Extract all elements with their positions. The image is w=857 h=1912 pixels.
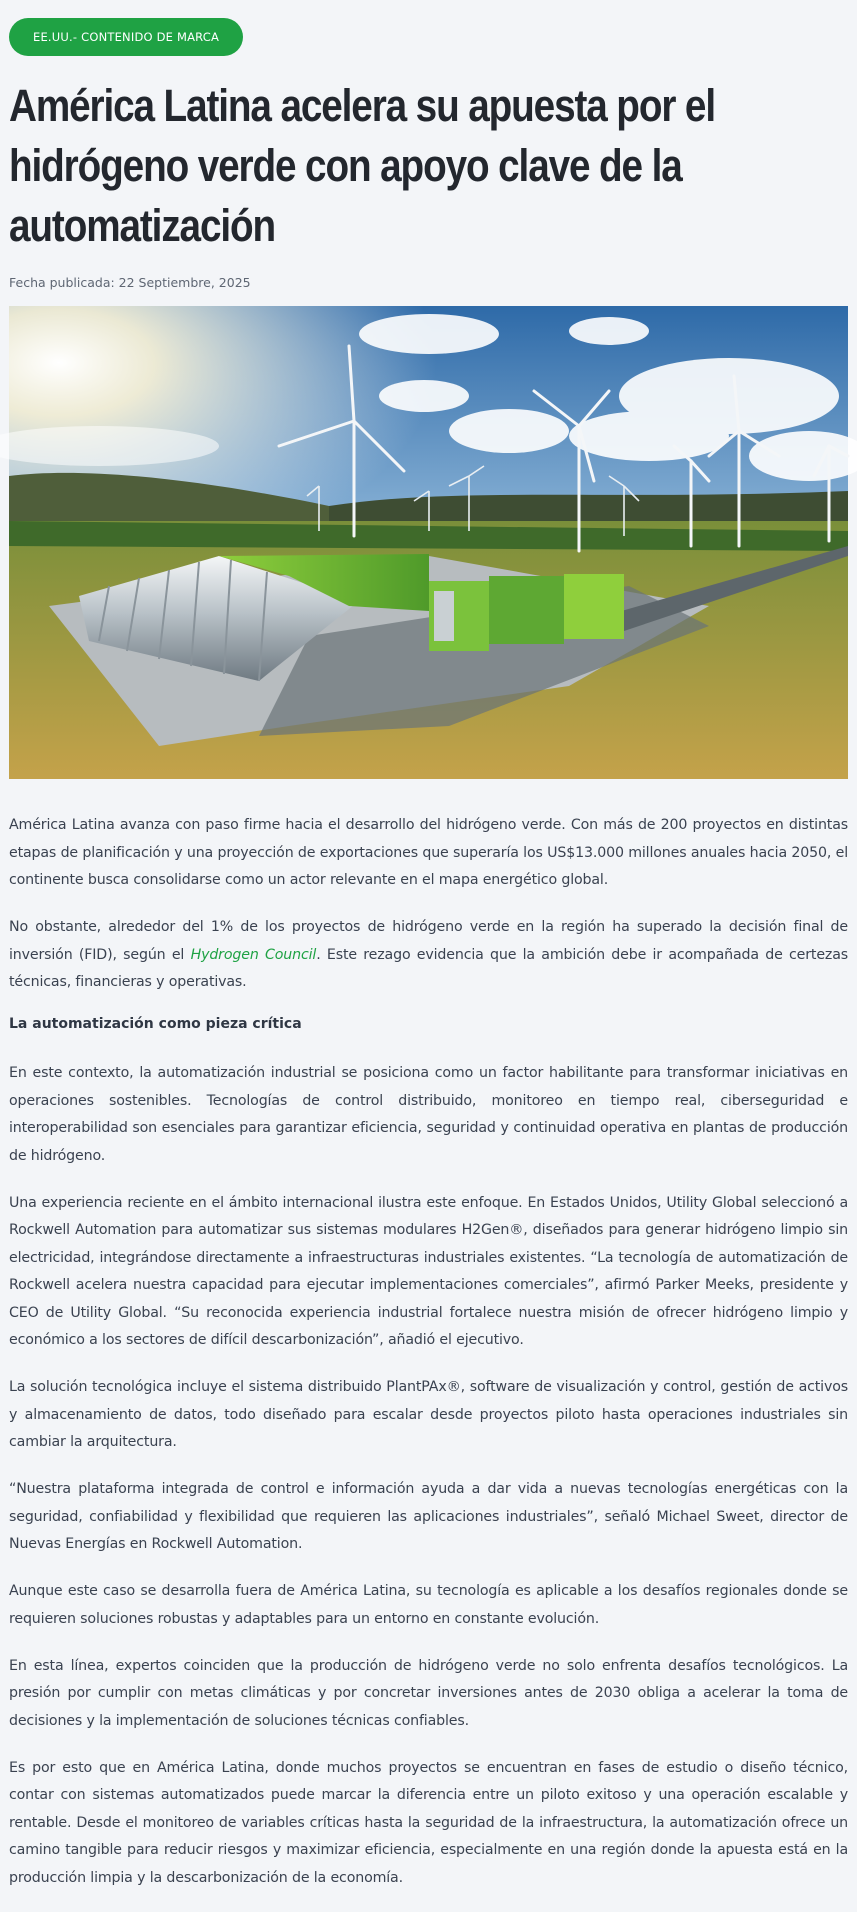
article-title: América Latina acelera su apuesta por el hidrógeno verde con apoyo clave de la automatización bbox=[9, 80, 715, 251]
paragraph-text: . Este rezago evidencia que la ambición debe ir acompañada de certezas técnicas, financieras y operativas. bbox=[9, 946, 848, 990]
paragraph-text: No obstante, alrededor del 1% de los proyectos de hidrógeno verde en la región ha superado la decisión final de inversión (FID), según el bbox=[9, 919, 848, 963]
article-paragraph bbox=[9, 914, 848, 997]
hydrogen-council-link[interactable]: Hydrogen Council bbox=[190, 946, 317, 963]
section-heading: La automatización como pieza crítica bbox=[9, 1016, 302, 1032]
category-badge[interactable]: EE.UU.- CONTENIDO DE MARCA bbox=[9, 18, 243, 56]
article-paragraph: La solución tecnológica incluye el sistema distribuido PlantPAx®, software de visualización y control, gestión de activos y almacenamiento de datos, todo diseñado para escalar desde proyectos piloto hasta operaciones industriales sin cambiar la arquitectura. bbox=[9, 1379, 848, 1450]
article-paragraph: Es por esto que en América Latina, donde muchos proyectos se encuentran en fases de estudio o diseño técnico, contar con sistemas automatizados puede marcar la diferencia entre un piloto exitoso y una operación escalable y rentable. Desde el monitoreo de variables críticas hasta la seguridad de la infraestructura, la automatización ofrece un camino tangible para reducir riesgos y maximizar eficiencia, especialmente en una región donde la apuesta está en la producción limpia y la descarbonización de la economía. bbox=[9, 1759, 848, 1886]
publish-date: Fecha publicada: 22 Septiembre, 2025 bbox=[9, 275, 251, 290]
article-body bbox=[9, 812, 848, 1892]
article-paragraph: Aunque este caso se desarrolla fuera de América Latina, su tecnología es aplicable a los desafíos regionales donde se requieren soluciones robustas y adaptables para un entorno en constante evolución. bbox=[9, 1583, 848, 1627]
article-paragraph: En este contexto, la automatización industrial se posiciona como un factor habilitante para transformar iniciativas en operaciones sostenibles. Tecnologías de control distribuido, monitoreo en tiempo real, ciberseguridad e interoperabilidad son esenciales para garantizar eficiencia, seguridad y continuidad operativa en plantas de producción de hidrógeno. bbox=[9, 1065, 848, 1164]
article-paragraph: En esta línea, expertos coinciden que la producción de hidrógeno verde no solo enfrenta desafíos tecnológicos. La presión por cumplir con metas climáticas y por concretar inversiones antes de 2030 obliga a acelerar la toma de decisiones y la implementación de soluciones técnicas confiables. bbox=[9, 1657, 848, 1729]
article-paragraph: Una experiencia reciente en el ámbito internacional ilustra este enfoque. En Estados Unidos, Utility Global seleccionó a Rockwell Automation para automatizar sus sistemas modulares H2Gen®, diseñados para generar hidrógeno limpio sin electricidad, integrándose directamente a infraestructuras industriales existentes. “La tecnología de automatización de Rockwell acelera nuestra capacidad para ejecutar implementaciones comerciales”, afirmó Parker Meeks, presidente y CEO de Utility Global. “Su reconocida experiencia industrial fortalece nuestra misión de ofrecer hidrógeno limpio y económico a los sectores de difícil descarbonización”, añadió el ejecutivo. bbox=[9, 1194, 848, 1348]
hydrogen-plant-illustration bbox=[9, 306, 848, 779]
article-container bbox=[9, 18, 848, 1912]
hero-image bbox=[9, 306, 848, 779]
article-paragraph: “Nuestra plataforma integrada de control e información ayuda a dar vida a nuevas tecnologías energéticas con la seguridad, confiabilidad y flexibilidad que requieren las aplicaciones industriales”, señaló Michael Sweet, director de Nuevas Energías en Rockwell Automation. bbox=[9, 1481, 848, 1552]
article-paragraph: América Latina avanza con paso firme hacia el desarrollo del hidrógeno verde. Con más de 200 proyectos en distintas etapas de planificación y una proyección de exportaciones que superaría los US$13.000 millones anuales hacia 2050, el continente busca consolidarse como un actor relevante en el mapa energético global. bbox=[9, 817, 848, 888]
